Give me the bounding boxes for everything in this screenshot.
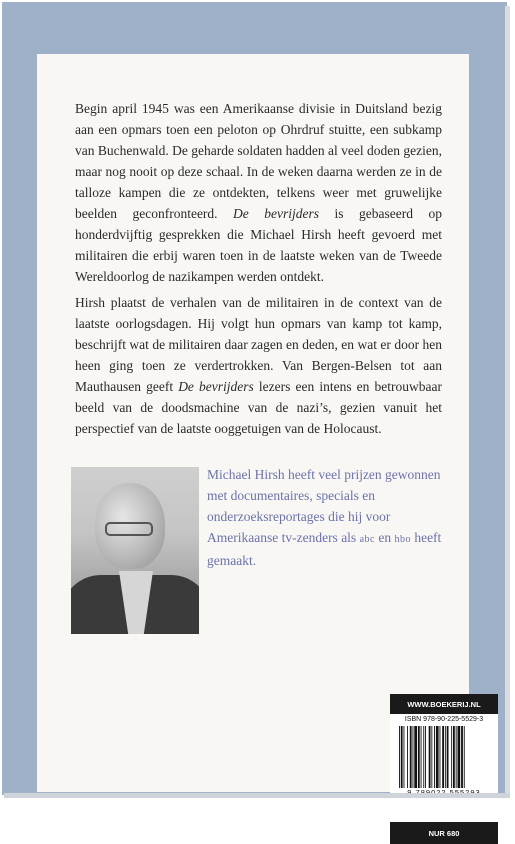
barcode-stripe [404,726,405,788]
author-bio [207,464,447,571]
barcode-stripe [399,726,400,788]
author-photo [71,467,199,634]
blurb-text: Begin april 1945 was een Amerikaanse divisie in Duitsland bezig aan een opmars toen een peloton op Ohrdruf stuitte, een subkamp van Buchenwald. De geharde soldaten hadden al veel doden gezien, maar nog nooit op deze schaal. In de weken daarna werden ze in de talloze kampen die ze ontdekten, telkens weer met gruwelijke beelden geconfronteerd. [75,101,442,221]
barcode-stripe [413,726,414,788]
barcode-stripe [414,726,417,788]
barcode-stripe [440,726,441,788]
barcode-block [390,694,498,844]
barcode-stripe [421,726,422,788]
book-page-edge [505,6,510,796]
book-title: De bevrijders [233,206,320,221]
blurb-paragraph-1 [75,98,442,287]
barcode-stripe [461,726,463,788]
isbn-label: ISBN 978-90-225-5529-3 [404,716,484,723]
blurb-text: is gebaseerd op honderdvijftig gesprekken die Michael Hirsh heeft gevoerd met militairen die erbij waren toen in de laatste weken van de Tweede Wereldoorlog de nazikampen werden ontdekt. [75,206,442,284]
bio-text: heeft gemaakt. [207,530,442,568]
barcode-stripe [410,726,412,788]
barcode-stripe [429,726,431,788]
barcode-stripe [445,726,446,788]
bio-text: en [374,530,395,545]
barcode-stripe [453,726,455,788]
barcode-stripe [434,726,435,788]
book-bottom-edge [4,793,510,798]
bio-text: Michael Hirsh heeft veel prijzen gewonnen met documentaires, specials en onderzoeksreportages die hij voor Amerikaanse tv-zenders als [207,467,441,545]
barcode-stripe [451,726,452,788]
barcode-stripe [431,726,432,788]
blurb-paragraph-2 [75,292,442,439]
book-back-cover [2,2,507,838]
barcode [399,726,491,788]
barcode-stripe [425,726,426,788]
barcode-stripe [418,726,420,788]
barcode-stripe [407,726,408,788]
barcode-stripe [456,726,457,788]
author-glasses [105,522,153,536]
publisher-website: WWW.BOEKERIJ.NL [390,694,498,714]
barcode-stripe [401,726,403,788]
barcode-stripe [442,726,444,788]
barcode-stripe [447,726,449,788]
barcode-stripe [458,726,461,788]
blurb-text: Hirsh plaatst de verhalen van de militairen in de context van de laatste oorlogsdagen. Hij volgt hun opmars van kamp tot kamp, beschrijft wat de militairen daar zagen en deden, en wat er door hen heen ging toen ze verdertrokken. Van Bergen-Belsen tot aan Mauthausen geeft [75,295,442,394]
text-panel [37,54,484,838]
barcode-stripe [464,726,465,788]
nur-code: NUR 680 [390,822,498,844]
barcode-stripe [423,726,424,788]
blurb-text: lezers een intens en betrouwbaar beeld van de doodsmachine van de nazi’s, gezien vanuit het perspectief van de laatste ooggetuigen van de Holocaust. [75,379,442,436]
book-title: De bevrijders [178,379,254,394]
bio-network: abc [359,534,375,545]
barcode-stripe [436,726,439,788]
bio-network: hbo [394,534,411,545]
